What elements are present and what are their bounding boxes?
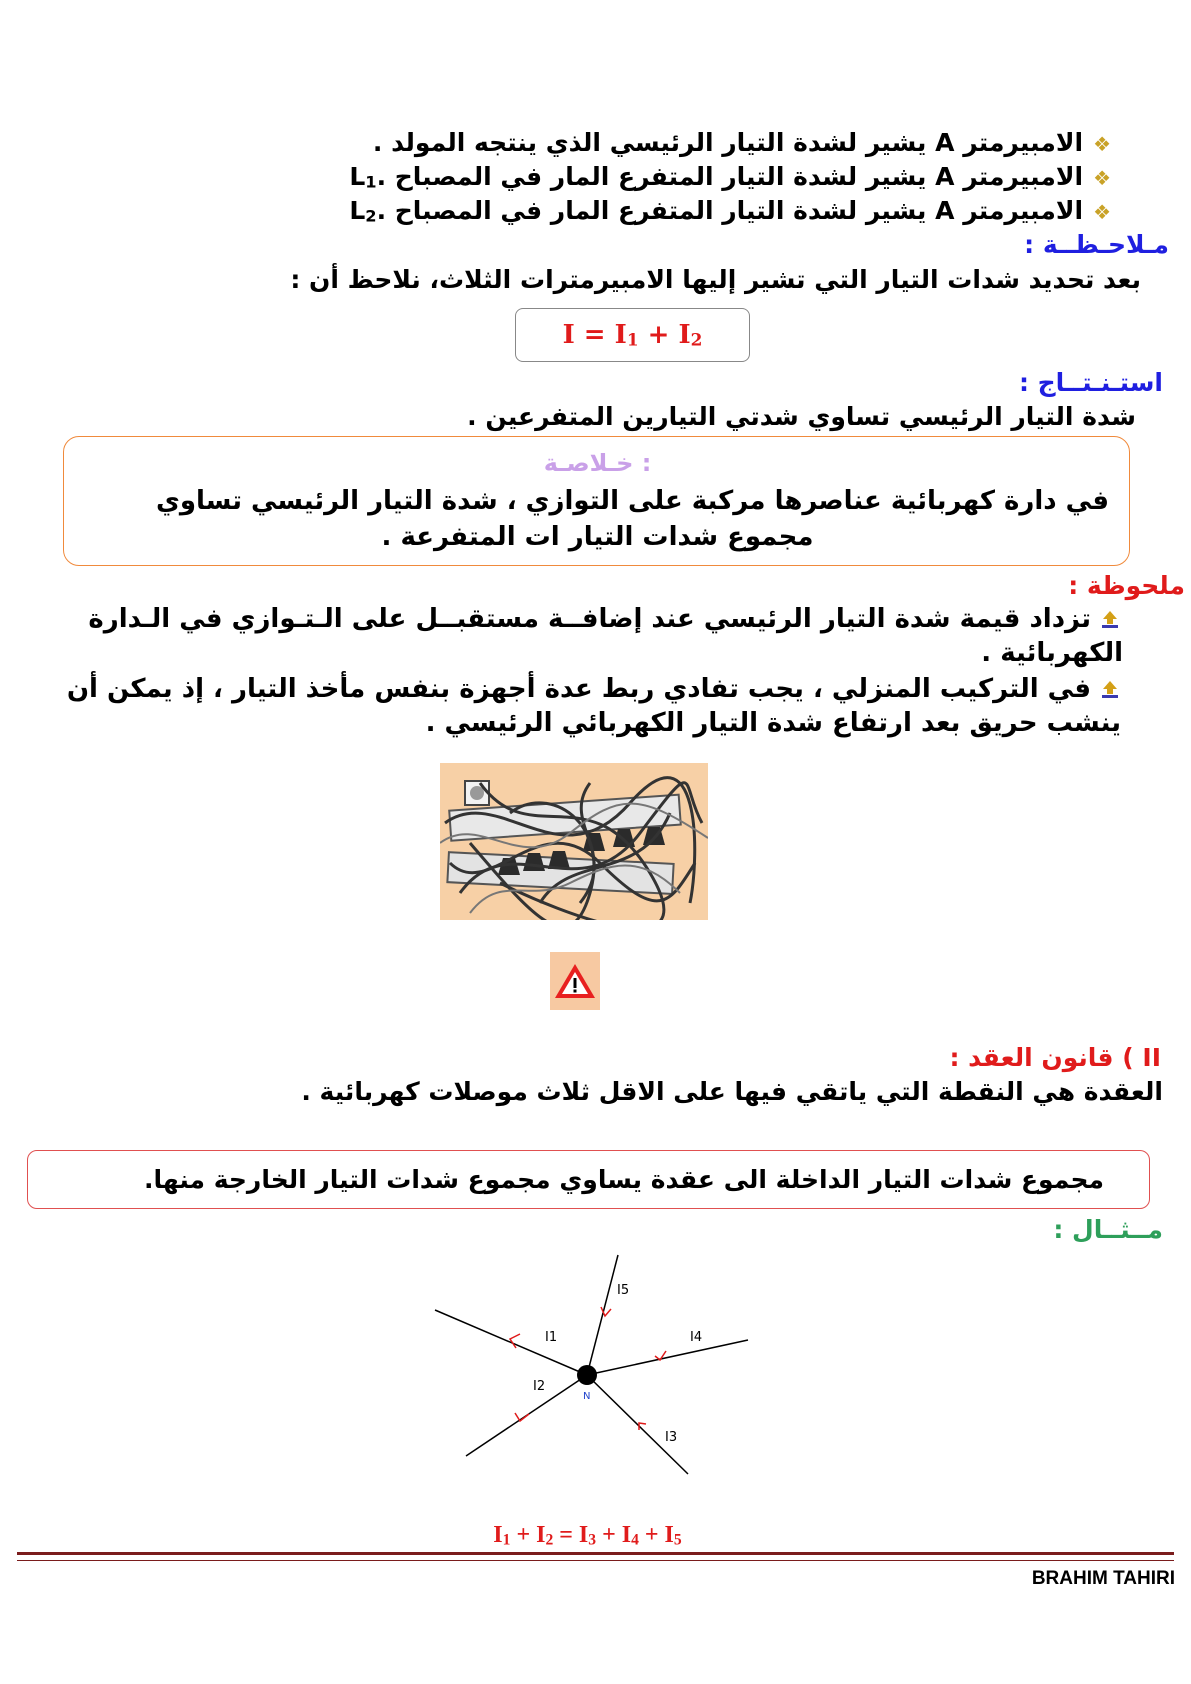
label-i5: I5 xyxy=(617,1283,630,1298)
tangled-cables-image xyxy=(440,763,708,920)
footer-author: BRAHIM TAHIRI xyxy=(1031,1568,1175,1589)
node-diagram xyxy=(430,1250,760,1490)
bullet-text: يشير لشدة التيار المتفرع المار في المصباح xyxy=(386,162,936,191)
wire-i5 xyxy=(587,1255,618,1375)
summary-title: خـلاصـة : xyxy=(543,449,652,477)
node-label: N xyxy=(583,1391,591,1402)
note-title: مـلاحـظــة : xyxy=(1024,230,1169,259)
bullet-line-3 xyxy=(111,196,1111,230)
lamp-subscript: 2 xyxy=(365,206,377,226)
wire-i4 xyxy=(587,1340,748,1375)
bullet-line-2 xyxy=(111,162,1111,196)
lamp-symbol: L xyxy=(349,162,366,191)
ammeter-symbol: A xyxy=(935,196,955,225)
remark-title: ملحوظة : xyxy=(1068,571,1185,600)
node-dot xyxy=(577,1365,597,1385)
period: . xyxy=(376,196,387,225)
wire-i1 xyxy=(435,1310,587,1375)
label-i2: I2 xyxy=(533,1379,546,1394)
diamond-bullet-icon: ❖ xyxy=(1093,132,1111,156)
conclusion-text: شدة التيار الرئيسي تساوي شدتي التيارين المتفرعين . xyxy=(467,402,1136,431)
bullet-text: الامبيرمتر xyxy=(954,128,1084,157)
kirchhoff-statement-box xyxy=(27,1150,1150,1209)
node-law-formula: I1 + I2 = I3 + I4 + I5 xyxy=(493,1522,682,1549)
summary-box xyxy=(63,436,1130,566)
diamond-bullet-icon: ❖ xyxy=(1093,200,1111,224)
footer-rule xyxy=(17,1552,1174,1561)
ammeter-bullet-list xyxy=(111,128,1111,230)
main-current-formula: I = I1 + I2 xyxy=(562,320,703,350)
bullet-text: الامبيرمتر xyxy=(954,196,1084,225)
bullet-text: يشير لشدة التيار الرئيسي الذي ينتجه المولد . xyxy=(372,128,936,157)
diamond-bullet-icon: ❖ xyxy=(1093,166,1111,190)
remark-list xyxy=(41,604,1121,742)
remark-item: في التركيب المنزلي ، يجب تفادي ربط عدة أجهزة بنفس مأخذ التيار ، إذ يمكن أن ينشب حريق بعد ارتفاع شدة التيار الكهربائي الرئيسي . xyxy=(66,674,1121,738)
ammeter-symbol: A xyxy=(935,128,955,157)
ammeter-symbol: A xyxy=(935,162,955,191)
arrow-bullet-icon xyxy=(1101,607,1121,627)
kirchhoff-statement: مجموع شدات التيار الداخلة الى عقدة يساوي مجموع شدات التيار الخارجة منها. xyxy=(143,1165,1104,1194)
label-i4: I4 xyxy=(690,1330,703,1345)
period: . xyxy=(376,162,387,191)
summary-line-1: في دارة كهربائية عناصرها مركبة على التوازي ، شدة التيار الرئيسي تساوي xyxy=(156,486,1109,516)
conclusion-title: استـنـتــاج : xyxy=(1018,368,1163,397)
warning-triangle-icon xyxy=(550,952,600,1010)
bullet-line-1 xyxy=(111,128,1111,162)
lamp-subscript: 1 xyxy=(365,172,377,192)
arrow-i2 xyxy=(515,1413,529,1421)
wire-i3 xyxy=(587,1375,688,1474)
summary-line-2: مجموع شدات التيار ات المتفرعة . xyxy=(381,522,814,552)
law-title: II ) قانون العقد : xyxy=(949,1043,1161,1072)
label-i3: I3 xyxy=(665,1430,678,1445)
lamp-symbol: L xyxy=(349,196,366,225)
bullet-text: يشير لشدة التيار المتفرع المار في المصباح xyxy=(386,196,936,225)
node-definition: العقدة هي النقطة التي ياتقي فيها على الاقل ثلاث موصلات كهربائية . xyxy=(301,1077,1163,1106)
label-i1: I1 xyxy=(545,1330,558,1345)
bullet-text: الامبيرمتر xyxy=(954,162,1084,191)
note-text: بعد تحديد شدات التيار التي تشير إليها الامبيرمترات الثلاث، نلاحظ أن : xyxy=(290,265,1141,294)
example-title: مــثــال : xyxy=(1053,1215,1163,1244)
arrow-bullet-icon xyxy=(1101,677,1121,697)
formula-box xyxy=(515,308,750,362)
remark-item: تزداد قيمة شدة التيار الرئيسي عند إضافــة مستقبــل على الـتـوازي في الـدارة الكهربائية . xyxy=(88,604,1123,668)
